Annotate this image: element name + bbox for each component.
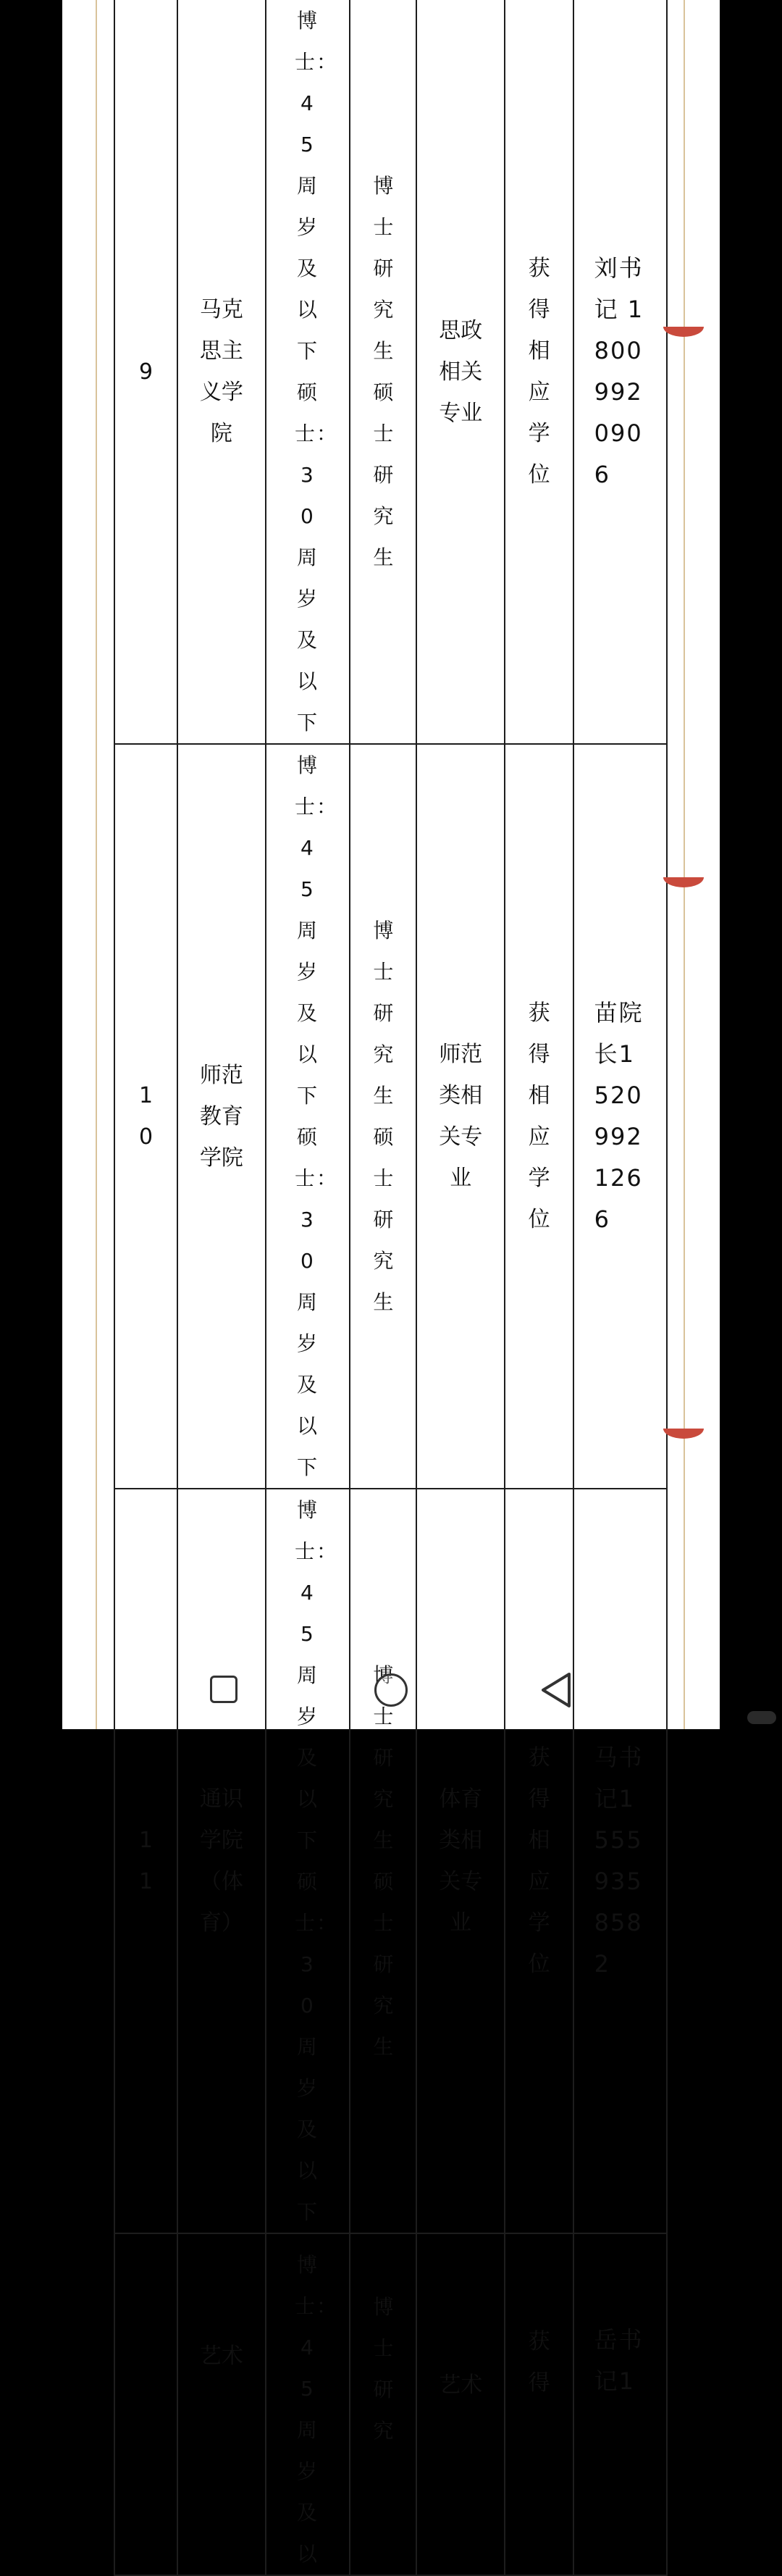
education-cell: 博士研究生硕士研究生 (350, 744, 416, 1489)
major-cell: 体育类相关专业 (416, 1489, 505, 2233)
degree-cell: 获得相应学位 (505, 0, 573, 744)
red-ribbon-marker (663, 1429, 704, 1439)
contact-cell: 岳书记1 (573, 2233, 667, 2575)
row-number-cell: 10 (114, 744, 177, 1489)
age-cell: 博士：45周岁及以下硕士：30周岁及以下 (266, 0, 350, 744)
education-cell: 博士研究 (350, 2233, 416, 2575)
red-ribbon-marker (663, 327, 704, 337)
contact-cell: 马书记15559358582 (573, 1489, 667, 2233)
row-number-cell (114, 2233, 177, 2575)
degree-cell: 获得相应学位 (505, 1489, 573, 2233)
unit-cell: 师范教育学院 (177, 744, 266, 1489)
education-cell: 博士研究生硕士研究生 (350, 0, 416, 744)
degree-cell: 获得 (505, 2233, 573, 2575)
degree-cell: 获得相应学位 (505, 744, 573, 1489)
right-gold-border (684, 0, 685, 1729)
watermark-badge (747, 1711, 776, 1724)
major-cell: 师范类相关专业 (416, 744, 505, 1489)
recruitment-table (114, 0, 668, 2576)
table-row (114, 744, 667, 1489)
major-cell: 思政相关专业 (416, 0, 505, 744)
unit-cell: 艺术 (177, 2233, 266, 2575)
document-page (62, 0, 720, 2566)
red-ribbon-marker (663, 877, 704, 887)
square-icon[interactable] (210, 1676, 237, 1703)
left-gold-border (96, 0, 97, 1729)
age-cell: 博士：45周岁及以下硕士：30周岁及以下 (266, 1489, 350, 2233)
contact-cell: 刘书记 18009920906 (573, 0, 667, 744)
table-row (114, 1489, 667, 2233)
row-number-cell: 9 (114, 0, 177, 744)
table-row (114, 0, 667, 744)
triangle-back-icon[interactable] (537, 1670, 573, 1710)
age-cell: 博士：45周岁及以 (266, 2233, 350, 2575)
table-row (114, 2233, 667, 2575)
education-cell: 博士研究生硕士研究生 (350, 1489, 416, 2233)
age-cell: 博士：45周岁及以下硕士：30周岁及以下 (266, 744, 350, 1489)
major-cell: 艺术 (416, 2233, 505, 2575)
contact-cell: 苗院长15209921266 (573, 744, 667, 1489)
row-number-cell: 11 (114, 1489, 177, 2233)
unit-cell: 马克思主义学院 (177, 0, 266, 744)
circle-icon[interactable] (374, 1673, 408, 1707)
unit-cell: 通识学院（体育） (177, 1489, 266, 2233)
